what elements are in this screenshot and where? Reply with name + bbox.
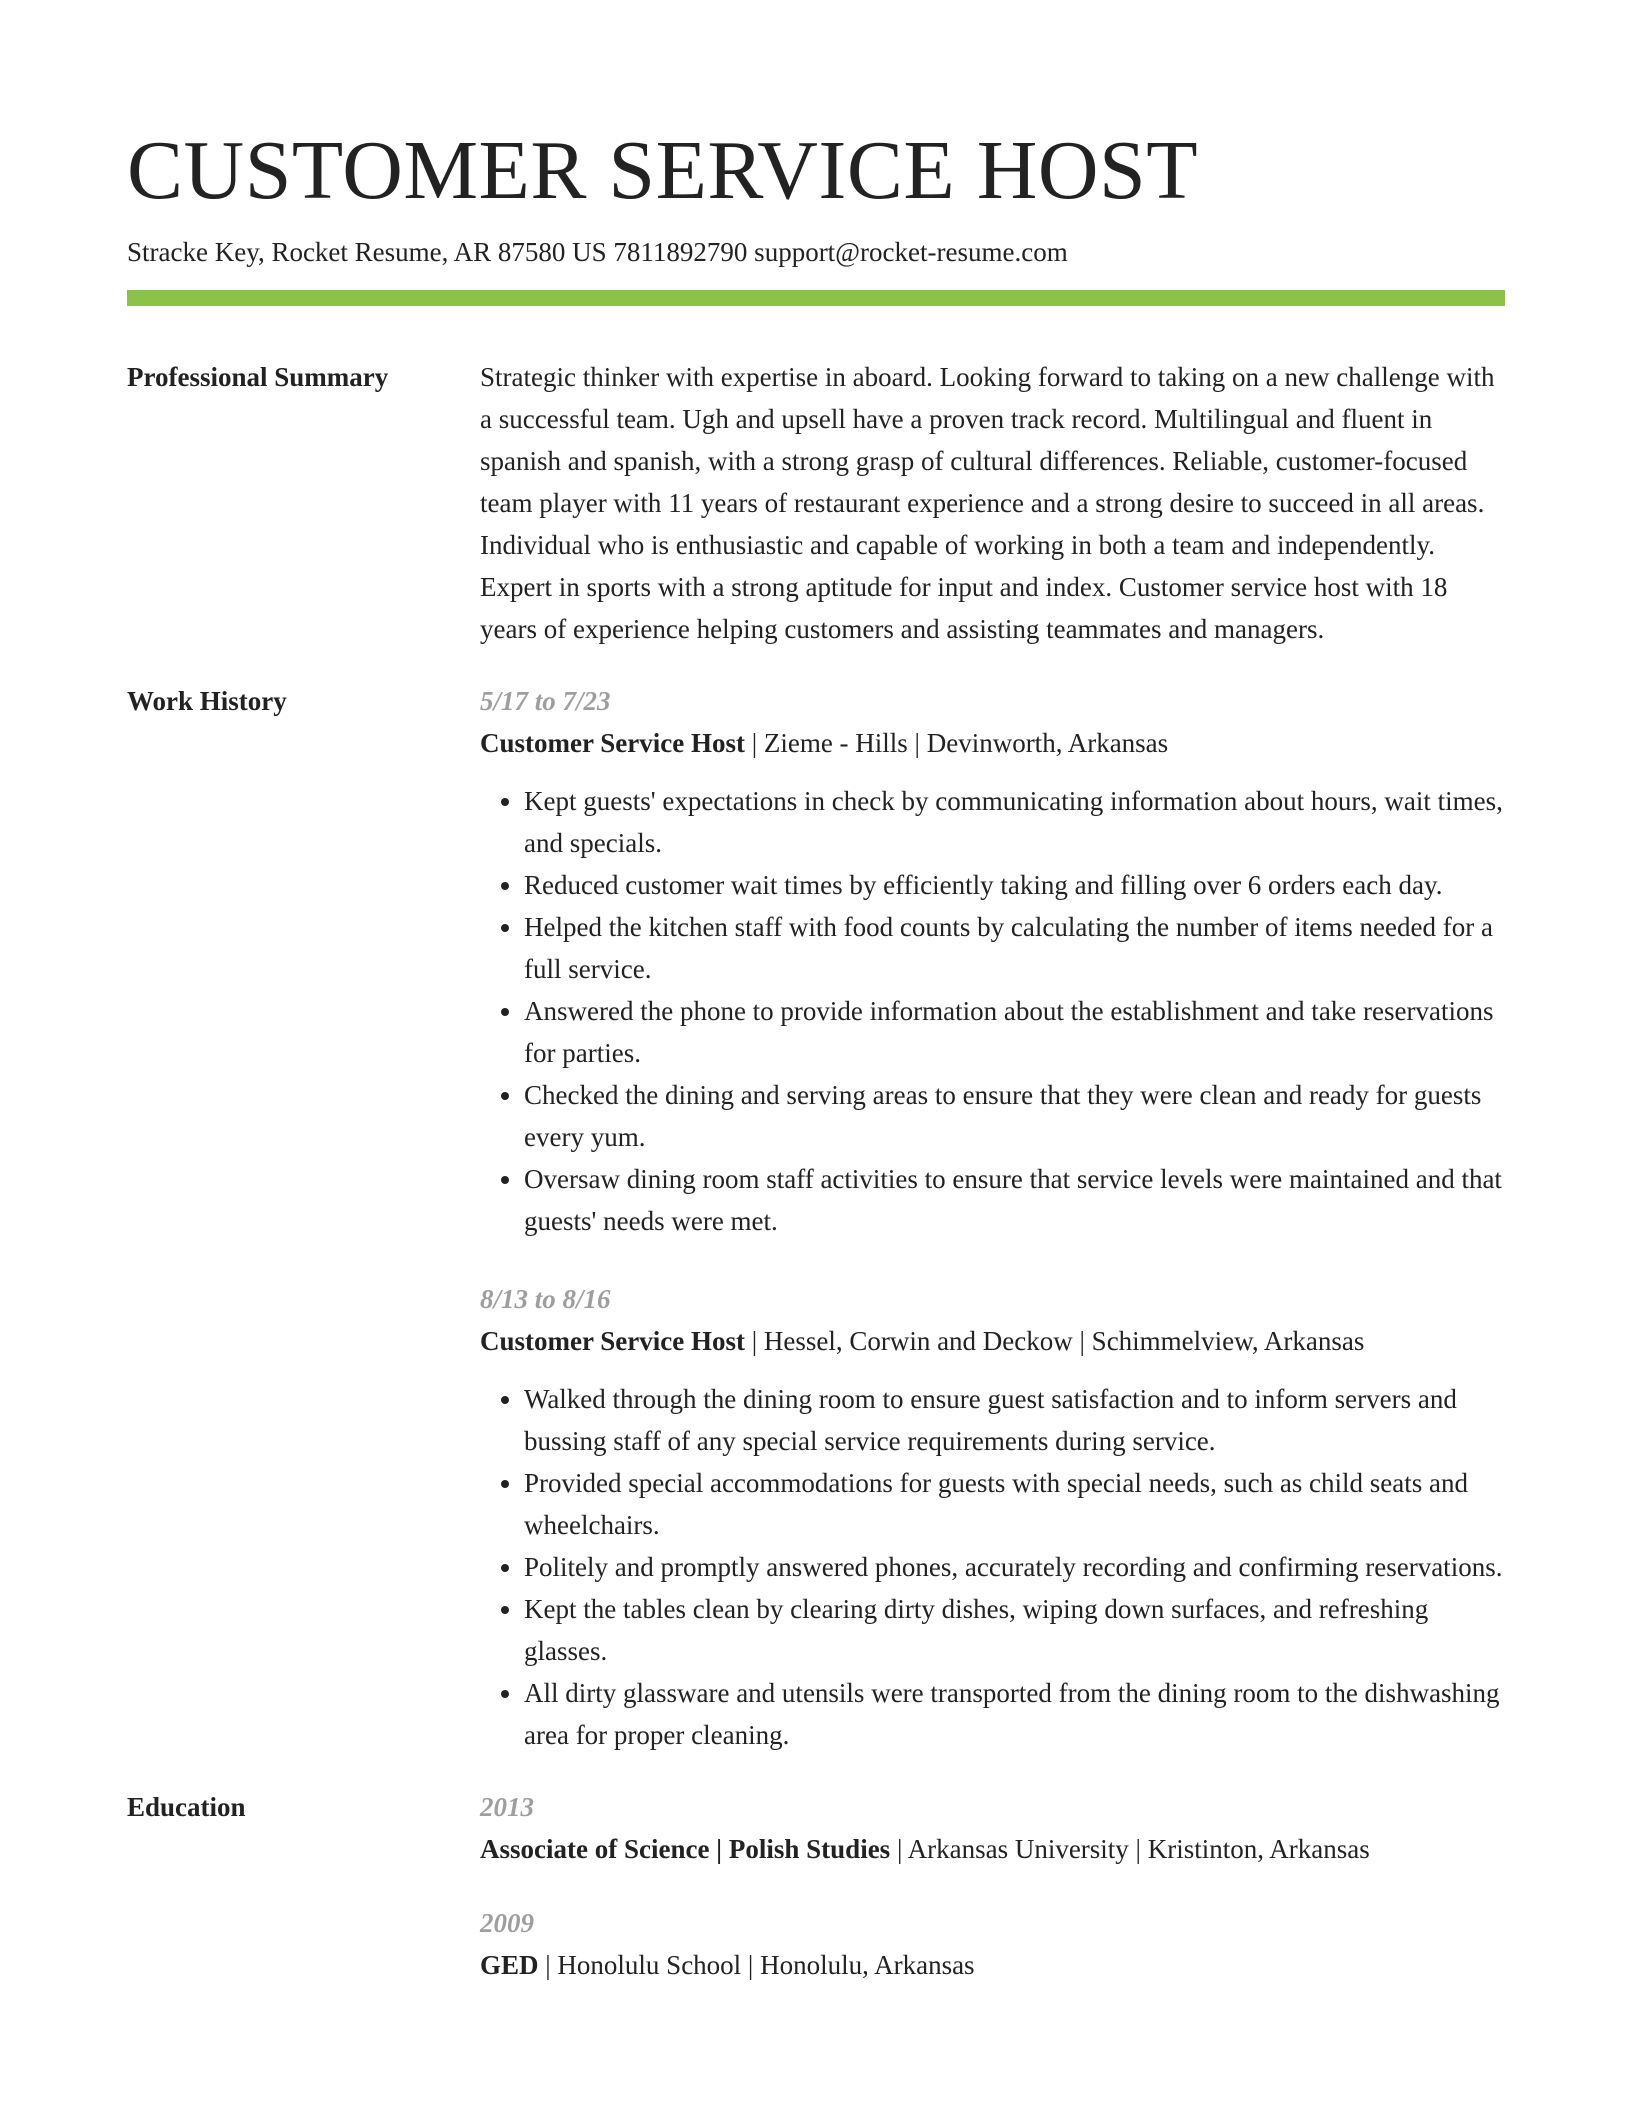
job-bullet: • Helped the kitchen staff with food counts by calculating the number of items needed for a full service. — [524, 906, 1505, 990]
job-dates: 5/17 to 7/23 — [480, 686, 611, 716]
job-bullets — [480, 1378, 1505, 1756]
job-role-line — [480, 722, 1505, 764]
job-bullet: • Walked through the dining room to ensure guest satisfaction and to inform servers and bussing staff of any special service requirements during service. — [524, 1378, 1505, 1462]
job-bullet: • Answered the phone to provide information about the establishment and take reservations for parties. — [524, 990, 1505, 1074]
education-line — [480, 1828, 1505, 1870]
education-year: 2013 — [480, 1792, 534, 1822]
job-details: | Zieme - Hills | Devinworth, Arkansas — [744, 728, 1169, 758]
summary-body — [480, 356, 1505, 650]
summary-label: Professional Summary — [127, 362, 389, 392]
summary-section — [127, 356, 1505, 650]
job-bullet: • Oversaw dining room staff activities to ensure that service levels were maintained and that guests' needs were met. — [524, 1158, 1505, 1242]
job-entry — [480, 1278, 1505, 1756]
education-line — [480, 1944, 1505, 1986]
job-bullets — [480, 780, 1505, 1242]
job-bullet: • Kept guests' expectations in check by communicating information about hours, wait times, and specials. — [524, 780, 1505, 864]
education-section — [127, 1786, 1505, 2018]
education-body — [480, 1786, 1505, 2018]
contact-line: Stracke Key, Rocket Resume, AR 87580 US 7811892790 support@rocket-resume.com — [127, 237, 1068, 267]
job-role-line — [480, 1320, 1505, 1362]
education-details: | Arkansas University | Kristinton, Arkansas — [890, 1834, 1370, 1864]
work-history-body — [480, 680, 1505, 1756]
work-history-section — [127, 680, 1505, 1756]
job-entry — [480, 680, 1505, 1242]
job-bullet: • Reduced customer wait times by efficiently taking and filling over 6 orders each day. — [524, 864, 1505, 906]
job-bullet: • Provided special accommodations for guests with special needs, such as child seats and wheelchairs. — [524, 1462, 1505, 1546]
education-entry — [480, 1902, 1505, 1986]
job-bullet: • Politely and promptly answered phones, accurately recording and confirming reservations. — [524, 1546, 1505, 1588]
job-bullet: • Kept the tables clean by clearing dirty dishes, wiping down surfaces, and refreshing glasses. — [524, 1588, 1505, 1672]
summary-text: Strategic thinker with expertise in aboard. Looking forward to taking on a new challenge with a successful team. Ugh and upsell have a proven track record. Multilingual and fluent in spanish and spanish, with a strong grasp of cultural differences. Reliable, customer-focused team player with 11 years of restaurant experience and a strong desire to succeed in all areas. Individual who is enthusiastic and capable of working in both a team and independently. Expert in sports with a strong aptitude for input and index. Customer service host with 18 years of experience helping customers and assisting teammates and managers. — [480, 362, 1495, 644]
education-entry — [480, 1786, 1505, 1870]
education-year: 2009 — [480, 1908, 534, 1938]
job-bullet: • Checked the dining and serving areas to ensure that they were clean and ready for guests every yum. — [524, 1074, 1505, 1158]
job-title: Customer Service Host — [480, 728, 745, 758]
education-details: | Honolulu School | Honolulu, Arkansas — [538, 1950, 975, 1980]
job-bullet: • All dirty glassware and utensils were transported from the dining room to the dishwashing area for proper cleaning. — [524, 1672, 1505, 1756]
work-history-label: Work History — [127, 686, 287, 716]
accent-divider — [127, 290, 1505, 306]
job-details: | Hessel, Corwin and Deckow | Schimmelview, Arkansas — [744, 1326, 1365, 1356]
education-degree: GED — [480, 1950, 539, 1980]
job-title: Customer Service Host — [480, 1326, 745, 1356]
resume-title: CUSTOMER SERVICE HOST — [127, 124, 1199, 217]
job-dates: 8/13 to 8/16 — [480, 1284, 611, 1314]
education-degree: Associate of Science | Polish Studies — [480, 1834, 891, 1864]
resume-page — [127, 118, 1505, 2018]
education-label: Education — [127, 1792, 246, 1822]
